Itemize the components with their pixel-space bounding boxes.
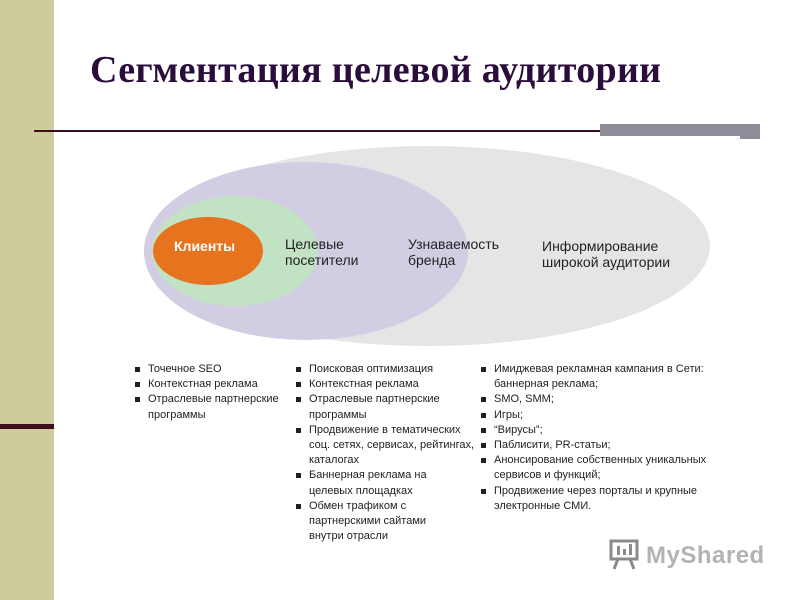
list-item: “Вирусы”; bbox=[480, 423, 725, 438]
ring-label-clients: Клиенты bbox=[174, 238, 236, 254]
list-item: Продвижение через порталы и крупные электронные СМИ. bbox=[480, 484, 725, 514]
list-item: SMO, SMM; bbox=[480, 392, 725, 407]
list-item: Отраслевые партнерские программы bbox=[134, 392, 290, 422]
column-clients bbox=[134, 362, 294, 423]
slide-title: Сегментация целевой аудитории bbox=[90, 49, 662, 91]
ring-label-informing: Информирование широкой аудитории bbox=[542, 238, 671, 270]
title-underline-block bbox=[600, 124, 760, 136]
list-item: Точечное SEO bbox=[134, 362, 294, 377]
column-target bbox=[295, 362, 475, 544]
list-item: Контекстная реклама bbox=[134, 377, 294, 392]
ring-label-target: Целевые посетители bbox=[285, 236, 359, 268]
watermark bbox=[608, 536, 768, 572]
title-underline-block-tail bbox=[740, 131, 760, 139]
list-item: Баннерная реклама на целевых площадках bbox=[295, 468, 445, 498]
list-item: Имиджевая рекламная кампания в Сети: баннерная реклама; bbox=[480, 362, 725, 392]
list-item: Поисковая оптимизация bbox=[295, 362, 475, 377]
list-item: Анонсирование собственных уникальных сервисов и функций; bbox=[480, 453, 725, 483]
ring-label-brand: Узнаваемость бренда bbox=[408, 236, 500, 268]
watermark-text: MyShared bbox=[646, 542, 765, 569]
list-item: Отраслевые партнерские программы bbox=[295, 392, 455, 422]
diagram-panel bbox=[80, 138, 740, 558]
list-item: Паблисити, PR-статьи; bbox=[480, 438, 725, 453]
list-item: Обмен трафиком с партнерскими сайтами внутри отрасли bbox=[295, 499, 445, 545]
left-decor-accent bbox=[0, 424, 54, 429]
list-item: Контекстная реклама bbox=[295, 377, 475, 392]
presentation-board-icon bbox=[608, 538, 642, 570]
column-brand bbox=[480, 362, 725, 514]
list-item: Игры; bbox=[480, 408, 725, 423]
left-decor-bar bbox=[0, 0, 54, 600]
list-item: Продвижение в тематических соц. сетях, сервисах, рейтингах, каталогах bbox=[295, 423, 475, 469]
